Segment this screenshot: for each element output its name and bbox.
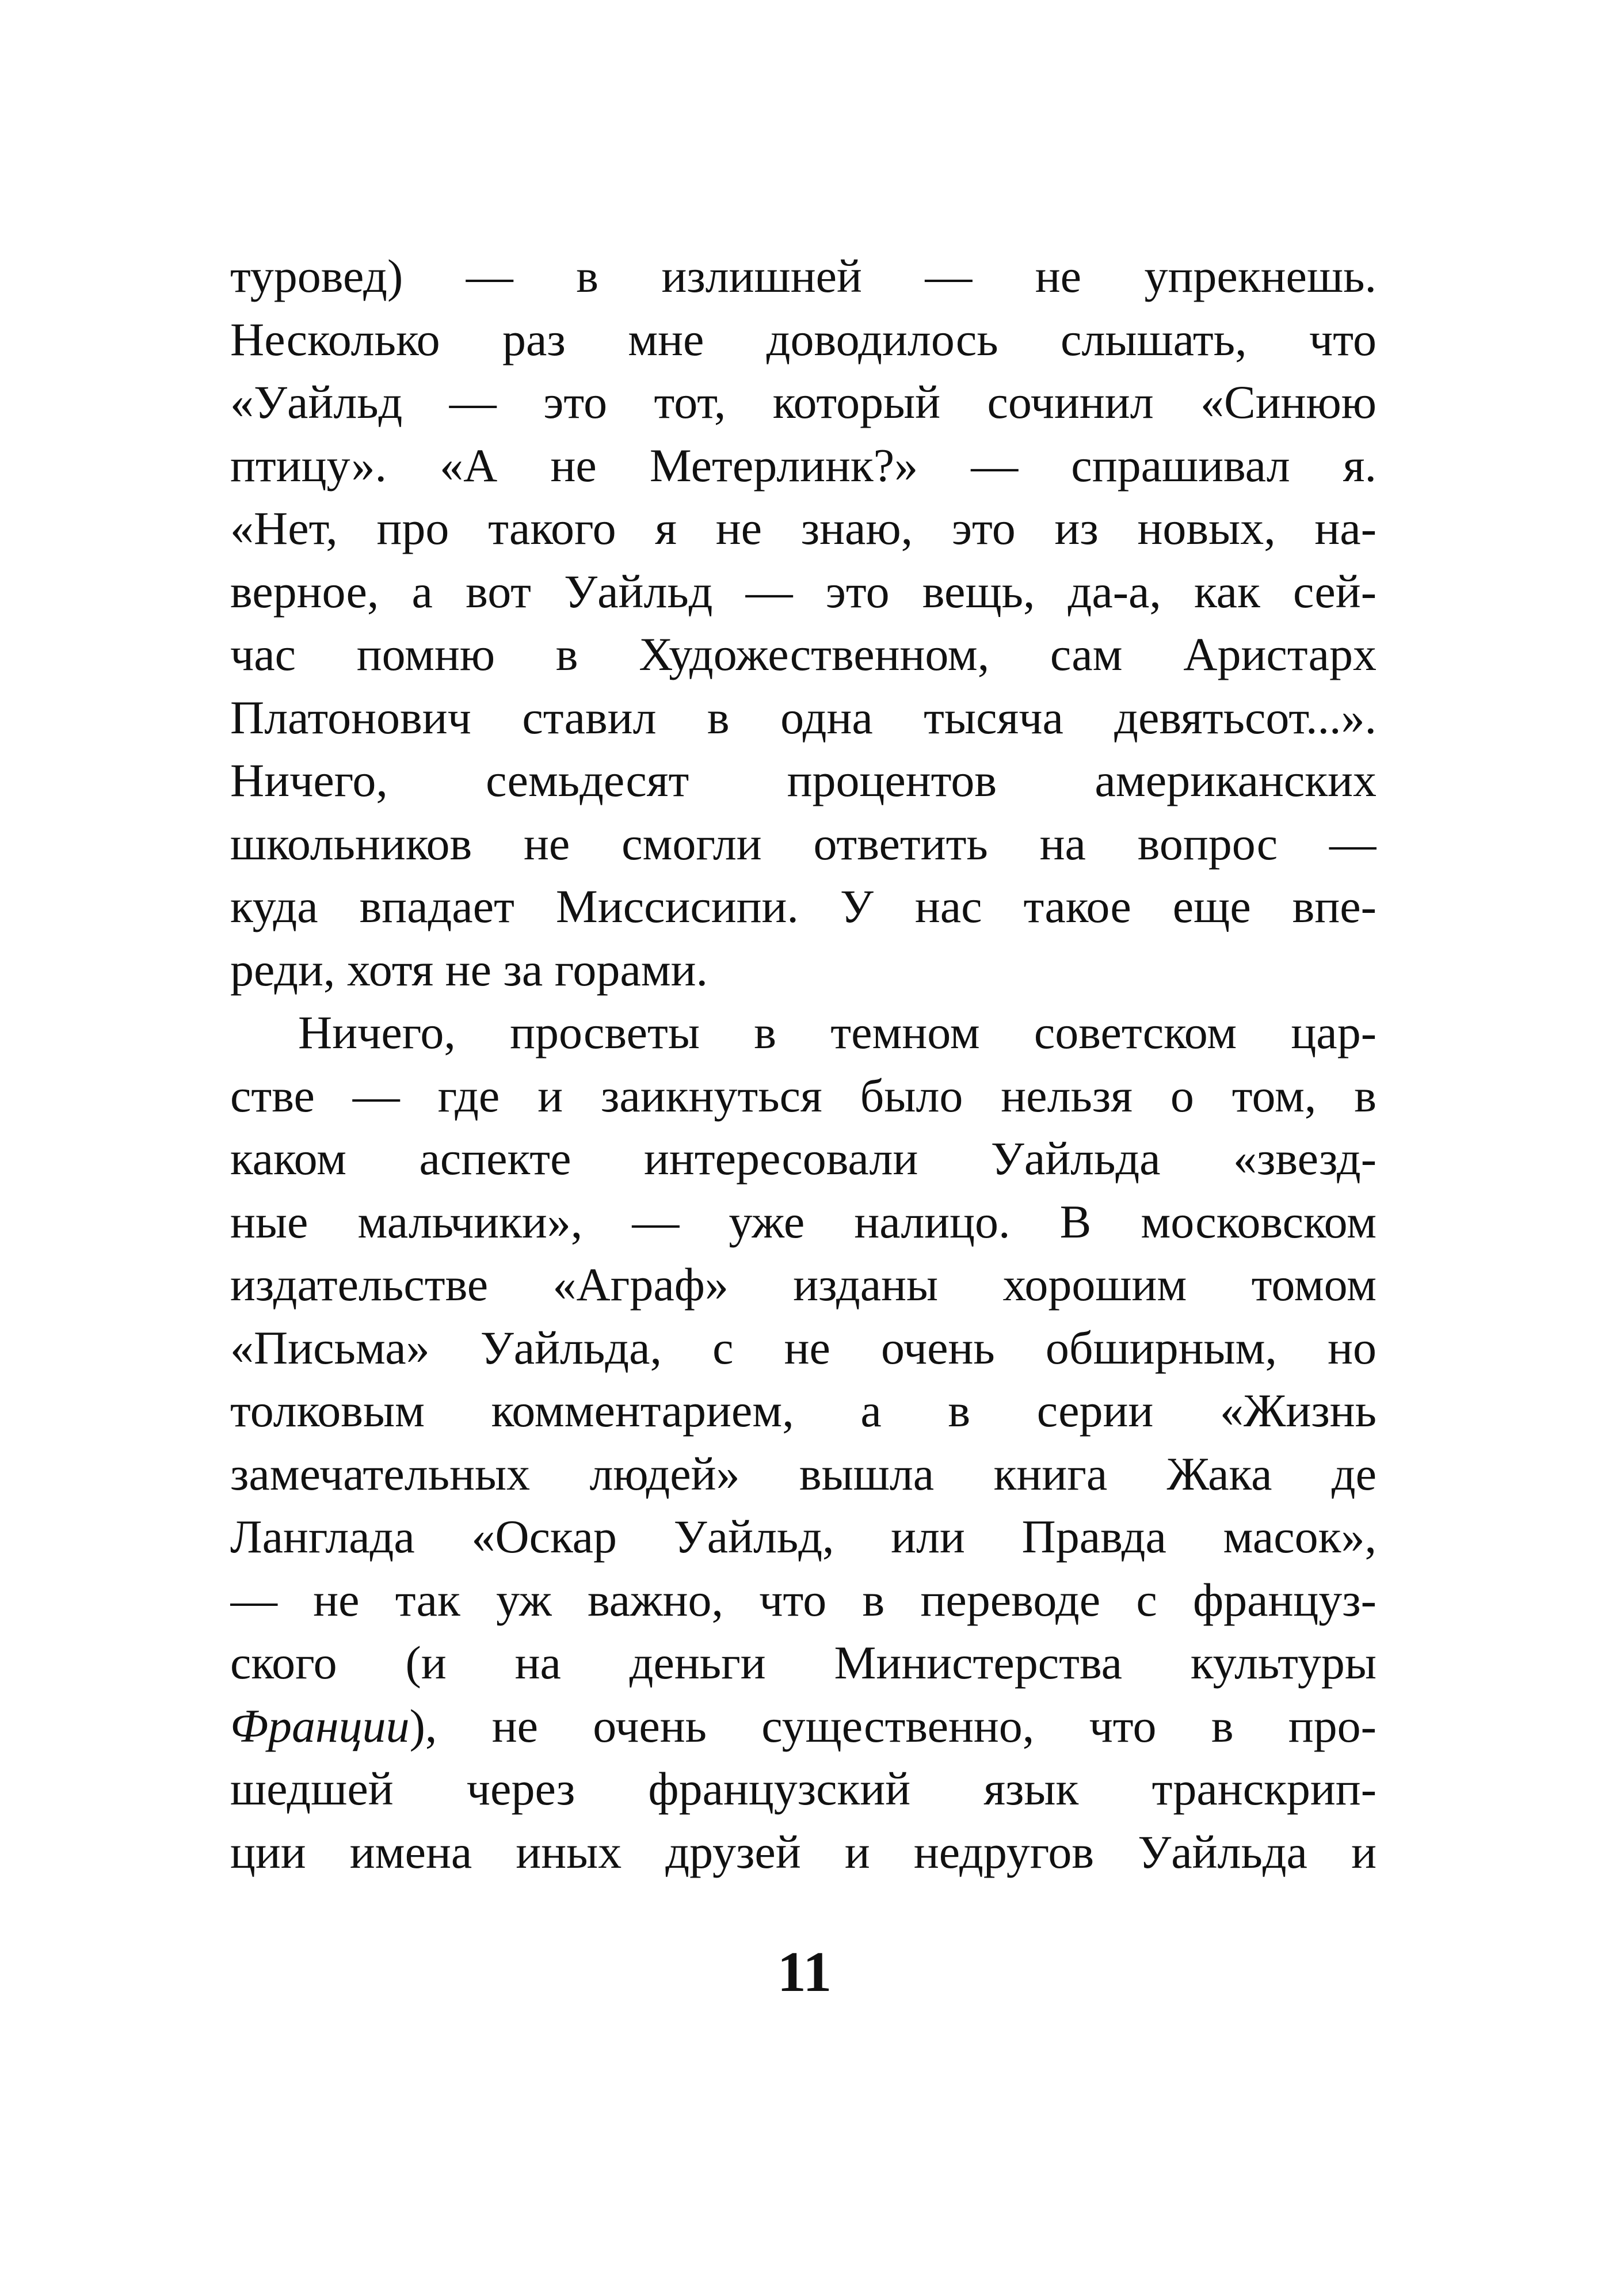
text-line: реди, хотя не за горами. bbox=[230, 943, 708, 996]
body-text bbox=[230, 245, 1377, 1883]
text-line: ные мальчики», — уже налицо. В московском bbox=[230, 1195, 1377, 1248]
text-line: шедшей через французский язык транскрип- bbox=[230, 1762, 1377, 1815]
text-line: «Письма» Уайльда, с не очень обширным, но bbox=[230, 1321, 1377, 1374]
text-fragment: ), не очень существенно, что в про- bbox=[409, 1699, 1377, 1752]
text-line: «Нет, про такого я не знаю, это из новых, на- bbox=[230, 502, 1377, 554]
text-line: замечательных людей» вышла книга Жака де bbox=[230, 1447, 1377, 1500]
text-line: час помню в Художественном, сам Аристарх bbox=[230, 628, 1377, 680]
text-line: Ланглада «Оскар Уайльд, или Правда масок», bbox=[230, 1510, 1377, 1563]
page-number: 11 bbox=[777, 1940, 832, 2004]
text-line: Платонович ставил в одна тысяча девятьсот...». bbox=[230, 691, 1377, 744]
text-line: верное, а вот Уайльд — это вещь, да-а, как сей- bbox=[230, 565, 1377, 618]
italic-text: Франции bbox=[230, 1699, 410, 1752]
text-line: толковым комментарием, а в серии «Жизнь bbox=[230, 1384, 1377, 1437]
text-line: Несколько раз мне доводилось слышать, что bbox=[230, 313, 1377, 365]
text-line: Ничего, просветы в темном советском цар- bbox=[298, 1006, 1377, 1058]
text-line: куда впадает Миссисипи. У нас такое еще впе- bbox=[230, 880, 1377, 932]
text-line: — не так уж важно, что в переводе с француз- bbox=[230, 1573, 1377, 1626]
text-line: школьников не смогли ответить на вопрос — bbox=[230, 817, 1377, 870]
text-line: «Уайльд — это тот, который сочинил «Синюю bbox=[230, 376, 1377, 428]
text-line: птицу». «А не Метерлинк?» — спрашивал я. bbox=[230, 439, 1377, 492]
text-line: каком аспекте интересовали Уайльда «звезд- bbox=[230, 1132, 1377, 1185]
text-line bbox=[230, 1695, 1377, 1758]
text-line: Ничего, семьдесят процентов американских bbox=[230, 754, 1377, 806]
text-line: ции имена иных друзей и недругов Уайльда и bbox=[230, 1825, 1377, 1878]
text-line: туровед) — в излишней — не упрекнешь. bbox=[230, 250, 1377, 302]
text-line: стве — где и заикнуться было нельзя о том, в bbox=[230, 1069, 1377, 1122]
text-line: издательстве «Аграф» изданы хорошим томом bbox=[230, 1258, 1377, 1311]
text-line: ского (и на деньги Министерства культуры bbox=[230, 1636, 1377, 1689]
